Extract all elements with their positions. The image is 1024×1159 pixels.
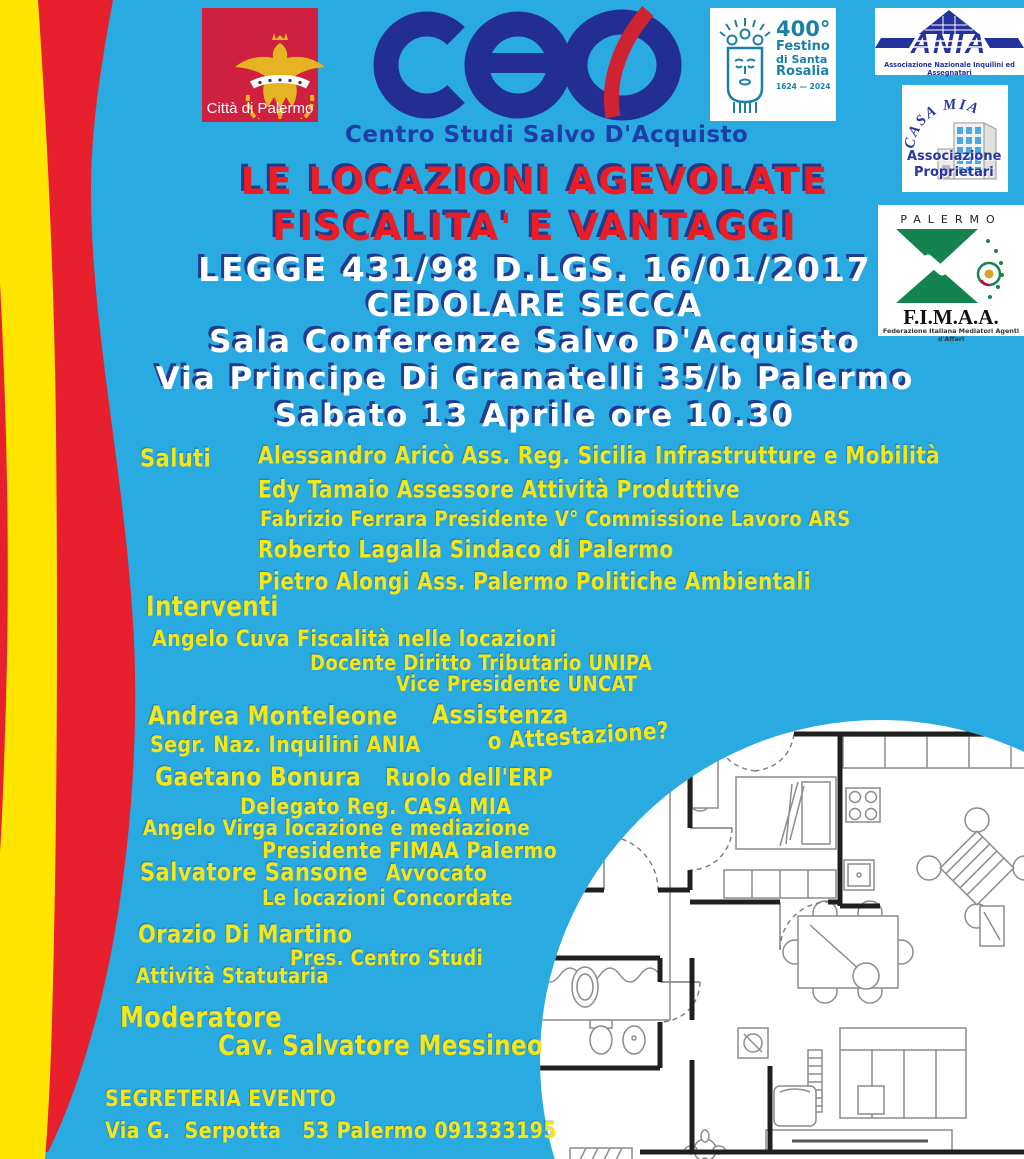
palermo-city-logo bbox=[202, 8, 318, 122]
festino-line3: Rosalia bbox=[776, 64, 830, 80]
moderatore-name: Cav. Salvatore Messineo bbox=[218, 1031, 544, 1062]
speaker-name: Salvatore Sansone bbox=[140, 858, 368, 887]
speaker-line: Alessandro Aricò Ass. Reg. Sicilia Infrastrutture e Mobilità bbox=[258, 441, 941, 470]
speaker-role-line: Pres. Centro Studi bbox=[290, 946, 484, 971]
cesd-logo-caption: Centro Studi Salvo D'Acquisto bbox=[345, 122, 749, 148]
speaker-line: Orazio Di Martino bbox=[138, 920, 353, 949]
festino-years: 1624 — 2024 bbox=[776, 81, 831, 91]
speaker-role-line: Docente Diritto Tributario UNIPA bbox=[310, 651, 653, 676]
moderatore-section-label: Moderatore bbox=[120, 1001, 282, 1035]
speaker-line: Edy Tamaio Assessore Attività Produttive bbox=[258, 475, 740, 504]
title-line-2: FISCALITA' E VANTAGGI bbox=[272, 206, 798, 249]
speaker-name: Gaetano Bonura bbox=[155, 763, 362, 793]
speaker-role: Avvocato bbox=[385, 860, 488, 887]
segreteria-contact-line: Via G. Serpotta 53 Palermo 091333195 bbox=[105, 1118, 557, 1144]
palermo-logo-caption: Città di Palermo bbox=[206, 100, 314, 117]
speaker-line: Pietro Alongi Ass. Palermo Politiche Ambientali bbox=[258, 567, 811, 596]
speaker-role-line: Segr. Naz. Inquilini ANIA bbox=[150, 732, 421, 758]
speaker-line: Andrea Monteleone bbox=[148, 702, 398, 732]
speaker-topic: Ruolo dell'ERP bbox=[385, 763, 554, 792]
speaker-role-line: Presidente FIMAA Palermo bbox=[262, 838, 558, 864]
speaker-line: Angelo Virga locazione e mediazione bbox=[143, 816, 530, 841]
casa-mia-caption-1: Associazione bbox=[907, 149, 1002, 164]
segreteria-label: SEGRETERIA EVENTO bbox=[105, 1086, 337, 1112]
venue-line: Sala Conferenze Salvo D'Acquisto bbox=[209, 324, 861, 360]
ania-wordmark: ANIA bbox=[910, 28, 988, 59]
fimaa-wordmark: F.I.M.A.A. bbox=[903, 305, 999, 329]
festino-line2: di Santa bbox=[776, 52, 828, 66]
speaker-line: Fabrizio Ferrara Presidente V° Commissione Lavoro ARS bbox=[260, 507, 851, 532]
speaker-line bbox=[155, 763, 553, 793]
law-line-2: CEDOLARE SECCA bbox=[366, 288, 704, 324]
speaker-role-line: Vice Presidente UNCAT bbox=[396, 672, 638, 697]
speaker-topic-line: Le locazioni Concordate bbox=[262, 886, 513, 911]
festino-santa-rosalia-logo bbox=[710, 8, 836, 121]
speaker-line: Angelo Cuva Fiscalità nelle locazioni bbox=[152, 626, 557, 652]
speaker-topic-line: o Attestazione? bbox=[487, 715, 670, 756]
datetime-line: Sabato 13 Aprile ore 10.30 bbox=[274, 398, 796, 434]
casa-mia-wordmark: CASA MIA bbox=[902, 96, 983, 150]
speaker-topic-line: Assistenza bbox=[432, 701, 569, 731]
speaker-line: Roberto Lagalla Sindaco di Palermo bbox=[258, 535, 674, 564]
santa-rosalia-face-icon bbox=[714, 14, 776, 115]
speaker-role-line: Delegato Reg. CASA MIA bbox=[240, 794, 512, 820]
title-line-1: LE LOCAZIONI AGEVOLATE bbox=[240, 160, 830, 203]
address-line: Via Principe Di Granatelli 35/b Palermo bbox=[155, 361, 915, 397]
ania-logo-caption: Associazione Nazionale Inquilini ed Assegnatari bbox=[884, 61, 1015, 77]
ania-pyramid-icon bbox=[875, 8, 1024, 60]
fimaa-city-label: PALERMO bbox=[900, 213, 1002, 226]
interventi-section-label: Interventi bbox=[146, 592, 279, 623]
festino-anniversary: 400° bbox=[776, 17, 831, 41]
fimaa-caption: Federazione Italiana Mediatori Agenti d'Affari bbox=[882, 327, 1020, 343]
cesd-logo bbox=[350, 3, 700, 121]
ania-logo bbox=[875, 8, 1024, 75]
law-line: LEGGE 431/98 D.LGS. 16/01/2017 bbox=[198, 250, 872, 289]
speaker-topic-line: Attività Statutaria bbox=[136, 964, 329, 989]
casa-mia-caption-2: Proprietari bbox=[914, 165, 994, 180]
saluti-section-label: Saluti bbox=[140, 444, 212, 473]
speaker-line bbox=[140, 858, 487, 886]
festino-line1: Festino bbox=[776, 39, 830, 55]
